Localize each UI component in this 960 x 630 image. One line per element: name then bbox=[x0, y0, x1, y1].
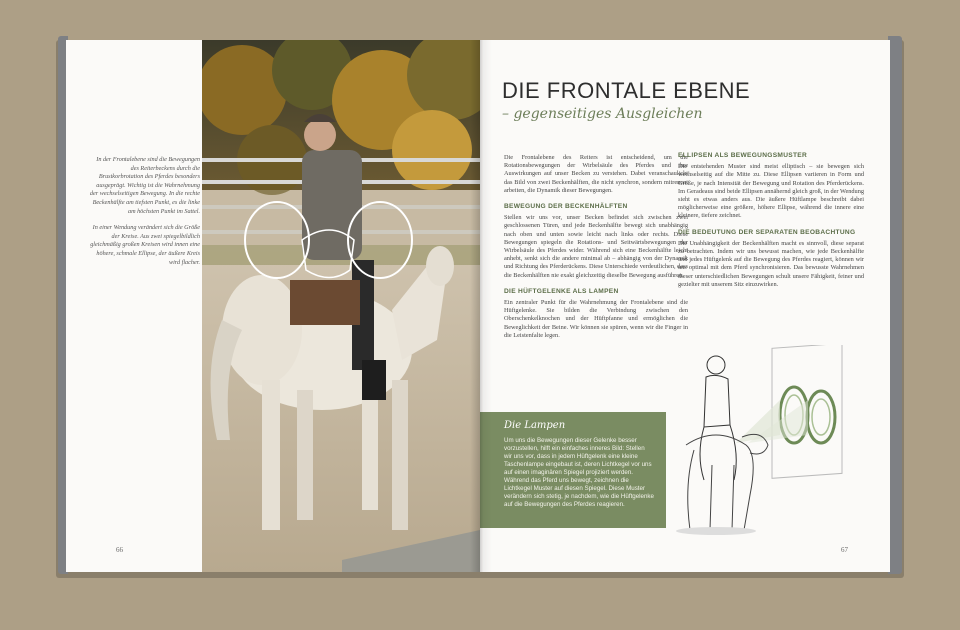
right-page bbox=[480, 40, 890, 572]
book-cover-edge-right bbox=[888, 36, 902, 574]
sidebar-paragraph-2: In einer Wendung verändert sich die Größe der Kreise. Aus zwei spiegelbildlich gleichmäßig großen Kreisen wird innen eine höhere, schmale Ellipse, der äußere Kreis wird flacher. bbox=[90, 224, 200, 266]
section-paragraph: Die entstehenden Muster sind meist elliptisch – sie bewegen sich wechselseitig auf die Mitte zu. Diese Ellipsen variieren in Form und Größe, je nach Intensität der Bewegung und Rotation des Pferderückens. Im Geradeaus sind beide Ellipsen annähernd gleich groß, in der Wendung sieht es etwas anders aus. Die äußere Hüftlampe beschreibt dabei möglicherweise eine größere, höhere Ellipse, während die innere eine kleinere, tiefere zeichnet. bbox=[678, 163, 864, 220]
section-paragraph: Die Unabhängigkeit der Beckenhälften macht es sinnvoll, diese separat zu betrachten. Indem wir uns bewusst machen, wie jede Beckenhälfte und jedes Hüftgelenk auf die Bewegung des Pferdes reagiert, können wir uns optimal mit dem Pferd synchronisieren. Das bewusste Wahrnehmen dieser unterschiedlichen Bewegungen schult unsere Fähigkeit, feiner und gezielter mit unserem Sitz einzuwirken. bbox=[678, 239, 864, 288]
chapter-subtitle: – gegenseitiges Ausgleichen bbox=[502, 106, 703, 122]
section-heading: DIE HÜFTGELENKE ALS LAMPEN bbox=[504, 287, 619, 295]
page-number-right: 67 bbox=[841, 546, 848, 554]
section-paragraph: Stellen wir uns vor, unser Becken befindet sich zwischen zwei geschlossenen Türen, und jede Beckenhälfte bewegt sich unabhängig nach oben und unten sowie leicht nach links oder rechts. Diese Bewegungen spiegeln die Rotations- und Seitwärtsbewegungen der Wirbelsäule des Pferdes wider. Während sich eine Beckenhälfte leicht anhebt, senkt sich die andere minimal ab – abhängig von der Dynamik und Richtung des Pferderückens. Diese Unterschiede verdeutlichen, dass die Beckenhälften nie exakt gleichzeitig dieselbe Bewegung ausführen. bbox=[504, 214, 688, 279]
page-number-left: 66 bbox=[116, 546, 123, 554]
section-heading: ELLIPSEN ALS BEWEGUNGSMUSTER bbox=[678, 152, 808, 159]
chapter-title: DIE FRONTALE EBENE bbox=[502, 78, 751, 103]
rider-photo bbox=[202, 40, 480, 572]
section-paragraph: Ein zentraler Punkt für die Wahrnehmung der Frontalebene sind die Hüftgelenke. Sie bilden die Verbindung zwischen den Oberschenkelknochen und der Hüftpfanne und ermöglichen die Beweglichkeit der Beine. Wir können sie spüren, wenn wir die Finger in die Leistenfalte legen. bbox=[504, 299, 688, 339]
sidebar-paragraph-1: In der Frontalebene sind die Bewegungen des Reiterbeckens durch die Brustkorbrotation des Pferdes besonders ausgeprägt. Wichtig ist die Wahrnehmung der wechselseitigen Bewegung. In die rechte Beckenhälfte am tiefsten Punkt, es die linke am höchsten Punkt im Sattel. bbox=[89, 156, 200, 215]
section-heading: DIE BEDEUTUNG DER SEPARATEN BEOBACHTUNG bbox=[678, 228, 856, 236]
left-page bbox=[66, 40, 480, 572]
sidebar-caption bbox=[88, 156, 200, 275]
info-box bbox=[480, 412, 666, 528]
text-column-left bbox=[504, 154, 688, 346]
rider-sketch-illustration bbox=[676, 345, 860, 535]
info-box-text: Um uns die Bewegungen dieser Gelenke besser vorzustellen, hilft ein einfaches inneres Bild: Stellen wir uns vor, dass in jedem Hüftgelenk eine kleine Taschenlampe eingebaut ist, deren Lichtkegel vor uns auf einen imaginären Spiegel projiziert werden. Während das Pferd uns bewegt, zeichnen die Lichtkegel Muster auf diesen Spiegel. Diese Muster verändern sich stetig, je nachdem, wie die Hüftgelenke auf die Bewegungen des Pferdes reagieren. bbox=[504, 437, 654, 508]
section-heading: BEWEGUNG DER BECKENHÄLFTEN bbox=[504, 203, 628, 211]
text-column-right bbox=[678, 152, 864, 295]
info-box-title: Die Lampen bbox=[504, 420, 566, 431]
intro-paragraph: Die Frontalebene des Reiters ist entscheidend, um die Rotationsbewegungen der Wirbelsäule des Pferdes und ihre Auswirkungen auf unser Becken zu verstehen. Dabei veranschaulicht das Bild von zwei Beckenhälften, die nicht synchron, sondern mitrenent arbeiten, die Dynamik dieser Bewegungen. bbox=[504, 154, 688, 194]
